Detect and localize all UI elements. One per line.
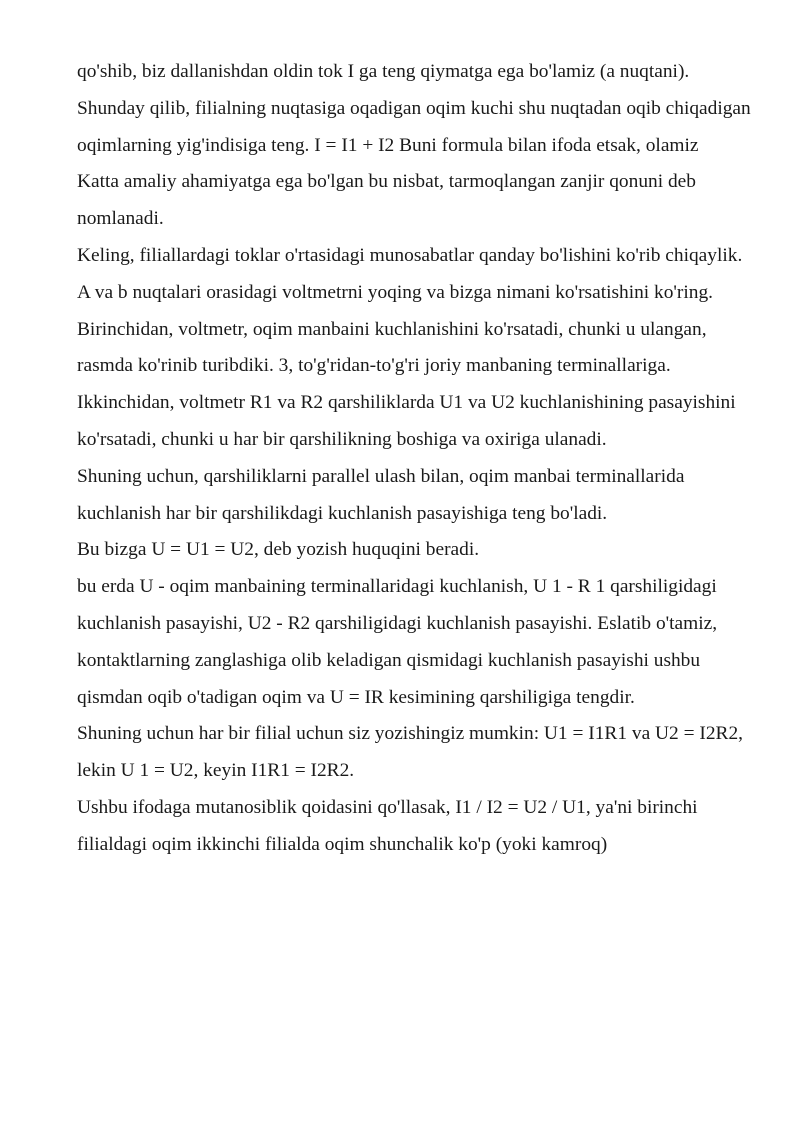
paragraph: Ushbu ifodaga mutanosiblik qoidasini qo'llasak, I1 / I2 = U2 / U1, ya'ni birinchi filialdagi oqim ikkinchi filialda oqim shunchalik ko'p (yoki kamroq) xyxy=(77,796,698,855)
paragraph: Shuning uchun har bir filial uchun siz yozishingiz mumkin: U1 = I1R1 va U2 = I2R2, lekin U 1 = U2, keyin I1R1 = I2R2. xyxy=(77,723,743,782)
paragraph: Bu bizga U = U1 = U2, deb yozish huquqini beradi. xyxy=(77,539,480,561)
paragraph: Katta amaliy ahamiyatga ega bo'lgan bu nisbat, tarmoqlangan zanjir qonuni deb nomlanadi. xyxy=(77,171,696,230)
paragraph: A va b nuqtalari orasidagi voltmetrni yoqing va bizga nimani ko'rsatishini ko'ring. Birinchidan, voltmetr, oqim manbaini kuchlanishini ko'rsatadi, chunki u ulangan, rasmda ko'rinib turibdiki. 3, to'g'ridan-to'g'ri joriy manbaning terminallariga. Ikkinchidan, voltmetr R1 va R2 qarshiliklarda U1 va U2 kuchlanishining pasayishini ko'rsatadi, chunki u har bir qarshilikning boshiga va oxiriga ulanadi. xyxy=(77,281,736,450)
paragraph: Shuning uchun, qarshiliklarni parallel ulash bilan, oqim manbai terminallarida kuchlanish har bir qarshilikdagi kuchlanish pasayishiga teng bo'ladi. xyxy=(77,465,685,524)
paragraph: bu erda U - oqim manbaining terminallaridagi kuchlanish, U 1 - R 1 qarshiligidagi kuchlanish pasayishi, U2 - R2 qarshiligidagi kuchlanish pasayishi. Eslatib o'tamiz, kontaktlarning zanglashiga olib keladigan qismidagi kuchlanish pasayishi ushbu qismdan oqib o'tadigan oqim va U = IR kesimining qarshiligiga tengdir. xyxy=(77,576,718,708)
body-text xyxy=(77,54,757,864)
paragraph: qo'shib, biz dallanishdan oldin tok I ga teng qiymatga ega bo'lamiz (a nuqtani). xyxy=(77,61,690,82)
paragraph: Keling, filiallardagi toklar o'rtasidagi munosabatlar qanday bo'lishini ko'rib chiqaylik. xyxy=(77,244,743,266)
paragraph: Shunday qilib, filialning nuqtasiga oqadigan oqim kuchi shu nuqtadan oqib chiqadigan oqimlarning yig'indisiga teng. I = I1 + I2 Buni formula bilan ifoda etsak, olamiz xyxy=(77,97,751,156)
